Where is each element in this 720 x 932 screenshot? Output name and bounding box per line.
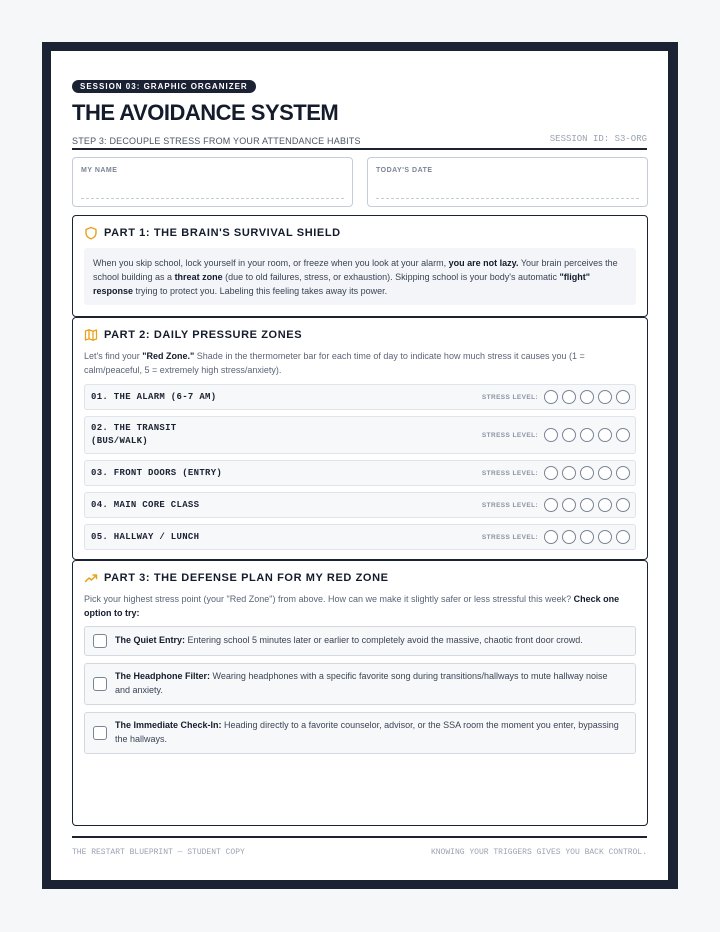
- part3-header: [84, 571, 389, 585]
- zone-row: [84, 460, 636, 486]
- option-title: The Immediate Check-In:: [115, 720, 222, 730]
- stress-circle-3[interactable]: [580, 498, 594, 512]
- name-field-label: MY NAME: [81, 167, 118, 174]
- shield-icon: [84, 226, 98, 240]
- option-text: [115, 670, 625, 697]
- stress-circle-2[interactable]: [562, 498, 576, 512]
- defense-option[interactable]: [84, 712, 636, 754]
- stress-circle-2[interactable]: [562, 390, 576, 404]
- worksheet-page: [51, 51, 668, 880]
- name-field-line: [81, 198, 344, 199]
- stress-circle-1[interactable]: [544, 390, 558, 404]
- stress-scale: [544, 530, 630, 544]
- option-checkbox[interactable]: [93, 634, 107, 648]
- part1-card: [72, 215, 648, 317]
- map-icon: [84, 328, 98, 342]
- stress-circle-4[interactable]: [598, 530, 612, 544]
- zone-row: [84, 524, 636, 550]
- option-checkbox[interactable]: [93, 726, 107, 740]
- option-description: Entering school 5 minutes later or earlier to completely avoid the massive, chaotic front door crowd.: [185, 635, 583, 645]
- stress-circle-1[interactable]: [544, 498, 558, 512]
- part2-card: [72, 317, 648, 560]
- zone-label: 02. THE TRANSIT (BUS/WALK): [91, 423, 177, 446]
- part1-bold-text: "flight" response: [93, 272, 590, 296]
- part3-intro-bold: Check one option to try:: [84, 594, 620, 618]
- stress-level-label: STRESS LEVEL:: [481, 502, 538, 509]
- option-description: Heading directly to a favorite counselor, advisor, or the SSA room the moment you enter, bypassing the hallways.: [115, 720, 619, 744]
- stress-circle-3[interactable]: [580, 530, 594, 544]
- zone-row: [84, 384, 636, 410]
- name-field[interactable]: [72, 157, 353, 207]
- stress-circle-2[interactable]: [562, 466, 576, 480]
- stress-circle-3[interactable]: [580, 428, 594, 442]
- zone-label: 05. HALLWAY / LUNCH: [91, 532, 200, 542]
- stress-circle-5[interactable]: [616, 428, 630, 442]
- trend-up-icon: [84, 571, 98, 585]
- stress-circle-5[interactable]: [616, 530, 630, 544]
- part2-intro-text: Let's find your: [84, 351, 143, 361]
- option-text: [115, 634, 625, 648]
- stress-circle-5[interactable]: [616, 390, 630, 404]
- part1-text: When you skip school, lock yourself in your room, or freeze when you look at your alarm,: [93, 258, 449, 268]
- stress-level-label: STRESS LEVEL:: [481, 534, 538, 541]
- zone-row: [84, 492, 636, 518]
- stress-level-label: STRESS LEVEL:: [481, 470, 538, 477]
- stress-circle-5[interactable]: [616, 466, 630, 480]
- zone-label: 03. FRONT DOORS (ENTRY): [91, 468, 223, 478]
- part1-explanation: [84, 248, 636, 305]
- date-field[interactable]: [367, 157, 648, 207]
- defense-option[interactable]: [84, 626, 636, 656]
- part1-bold-text: you are not lazy.: [448, 258, 519, 268]
- part1-bold-text: threat zone: [174, 272, 223, 282]
- stress-scale: [544, 428, 630, 442]
- page-title: THE AVOIDANCE SYSTEM: [72, 100, 339, 125]
- footer-right: KNOWING YOUR TRIGGERS GIVES YOU BACK CONTROL.: [430, 848, 647, 857]
- part2-title: PART 2: DAILY PRESSURE ZONES: [104, 329, 303, 341]
- stress-level-label: STRESS LEVEL:: [481, 394, 538, 401]
- stress-circle-1[interactable]: [544, 530, 558, 544]
- stress-scale: [544, 390, 630, 404]
- stress-circle-3[interactable]: [580, 466, 594, 480]
- part3-title: PART 3: THE DEFENSE PLAN FOR MY RED ZONE: [104, 572, 389, 584]
- session-tag: SESSION 03: GRAPHIC ORGANIZER: [72, 80, 256, 93]
- part1-text: (due to old failures, stress, or exhaustion). Skipping school is your body's automatic: [222, 272, 560, 282]
- part2-intro-bold: "Red Zone.": [142, 351, 195, 361]
- part2-intro: [84, 349, 614, 377]
- footer-divider: [72, 836, 647, 838]
- date-field-label: TODAY'S DATE: [376, 167, 433, 174]
- stress-circle-2[interactable]: [562, 530, 576, 544]
- zone-label: 04. MAIN CORE CLASS: [91, 500, 200, 510]
- part2-intro-text: Shade in the thermometer bar for each time of day to indicate how much stress it causes you (1 = calm/peaceful, 5 = extremely high stress/anxiety).: [84, 351, 585, 375]
- stress-circle-4[interactable]: [598, 466, 612, 480]
- date-field-line: [376, 198, 639, 199]
- defense-option[interactable]: [84, 663, 636, 705]
- part3-intro-text: Pick your highest stress point (your "Red Zone") from above. How can we make it slightly safer or less stressful this week?: [84, 594, 574, 604]
- zone-label: 01. THE ALARM (6-7 AM): [91, 392, 217, 402]
- part3-intro: [84, 592, 632, 620]
- header-divider: [72, 148, 647, 150]
- part1-text: trying to protect you. Labeling this feeling takes away its power.: [133, 286, 388, 296]
- option-text: [115, 719, 625, 746]
- option-checkbox[interactable]: [93, 677, 107, 691]
- part1-title: PART 1: THE BRAIN'S SURVIVAL SHIELD: [104, 227, 341, 239]
- stress-circle-2[interactable]: [562, 428, 576, 442]
- part2-header: [84, 328, 302, 342]
- stress-circle-1[interactable]: [544, 428, 558, 442]
- zone-row: [84, 416, 636, 454]
- stress-scale: [544, 466, 630, 480]
- part1-header: [84, 226, 341, 240]
- session-id: SESSION ID: S3-ORG: [549, 134, 647, 144]
- option-description: Wearing headphones with a specific favorite song during transitions/hallways to mute hallway noise and anxiety.: [115, 671, 608, 695]
- part1-text: Your brain perceives the school building as a: [93, 258, 618, 282]
- page-frame: [42, 42, 678, 889]
- stress-circle-4[interactable]: [598, 498, 612, 512]
- page-subtitle: STEP 3: DECOUPLE STRESS FROM YOUR ATTENDANCE HABITS: [72, 136, 361, 146]
- stress-circle-3[interactable]: [580, 390, 594, 404]
- stress-level-label: STRESS LEVEL:: [481, 432, 538, 439]
- option-title: The Quiet Entry:: [115, 635, 186, 645]
- stress-circle-4[interactable]: [598, 428, 612, 442]
- stress-circle-5[interactable]: [616, 498, 630, 512]
- option-title: The Headphone Filter:: [115, 671, 211, 681]
- part3-card: [72, 560, 648, 826]
- stress-circle-1[interactable]: [544, 466, 558, 480]
- stress-circle-4[interactable]: [598, 390, 612, 404]
- footer-left: THE RESTART BLUEPRINT — STUDENT COPY: [72, 848, 245, 857]
- stress-scale: [544, 498, 630, 512]
